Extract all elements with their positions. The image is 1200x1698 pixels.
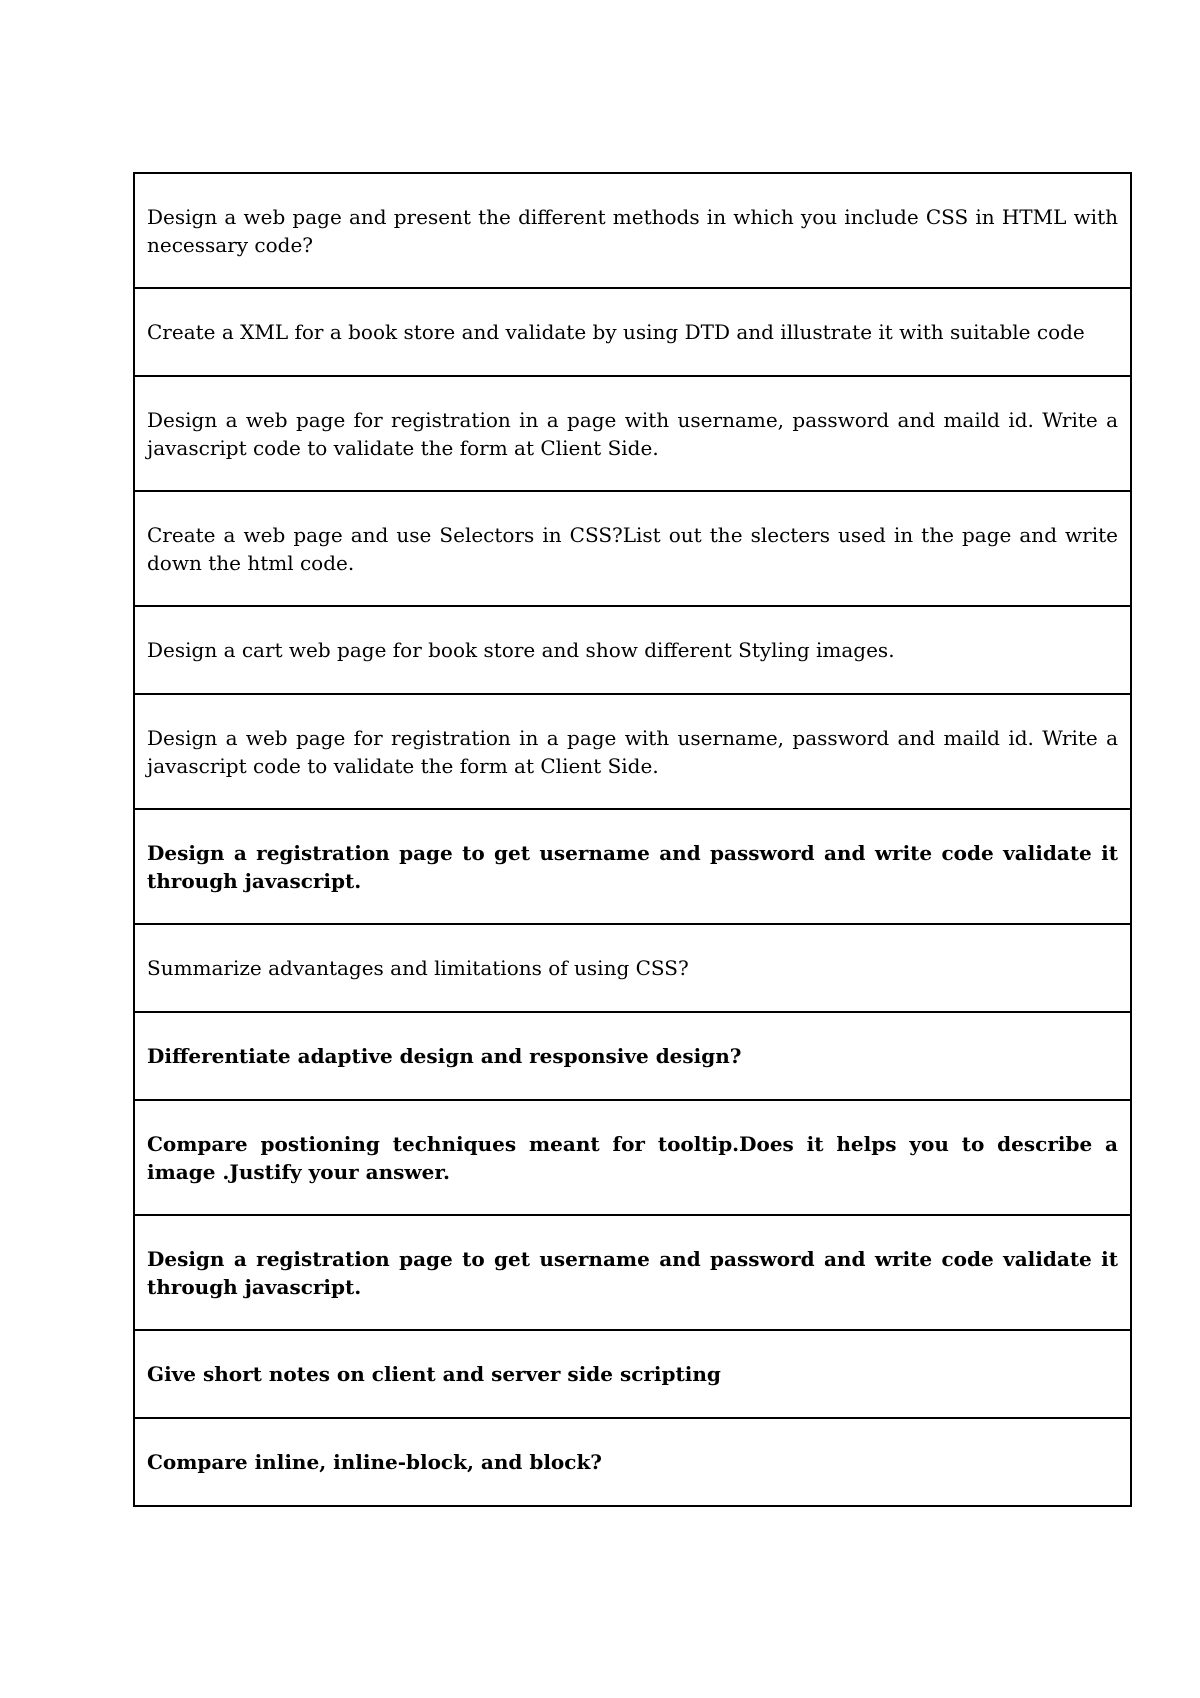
question-cell: Summarize advantages and limitations of using CSS? <box>134 924 1131 1012</box>
questions-table <box>133 172 1132 1507</box>
question-row <box>134 1330 1131 1418</box>
question-row <box>134 606 1131 694</box>
question-row <box>134 1100 1131 1215</box>
question-row <box>134 694 1131 809</box>
question-row <box>134 1215 1131 1330</box>
question-cell: Design a cart web page for book store and show different Styling images. <box>134 606 1131 694</box>
question-cell: Create a web page and use Selectors in CSS?List out the slecters used in the page and write down the html code. <box>134 491 1131 606</box>
question-cell: Design a web page for registration in a page with username, password and maild id. Write a javascript code to validate the form at Client Side. <box>134 376 1131 491</box>
question-cell: Differentiate adaptive design and responsive design? <box>134 1012 1131 1100</box>
question-row <box>134 491 1131 606</box>
question-cell: Create a XML for a book store and validate by using DTD and illustrate it with suitable code <box>134 288 1131 376</box>
question-cell: Design a web page for registration in a page with username, password and maild id. Write a javascript code to validate the form at Client Side. <box>134 694 1131 809</box>
question-cell: Design a registration page to get username and password and write code validate it through javascript. <box>134 1215 1131 1330</box>
question-row <box>134 376 1131 491</box>
question-row <box>134 1012 1131 1100</box>
question-row <box>134 1418 1131 1506</box>
question-cell: Design a registration page to get username and password and write code validate it through javascript. <box>134 809 1131 924</box>
question-cell: Compare inline, inline-block, and block? <box>134 1418 1131 1506</box>
question-cell: Design a web page and present the different methods in which you include CSS in HTML with necessary code? <box>134 173 1131 288</box>
question-row <box>134 924 1131 1012</box>
question-cell: Give short notes on client and server side scripting <box>134 1330 1131 1418</box>
question-row <box>134 809 1131 924</box>
question-row <box>134 173 1131 288</box>
question-cell: Compare postioning techniques meant for tooltip.Does it helps you to describe a image .Justify your answer. <box>134 1100 1131 1215</box>
question-row <box>134 288 1131 376</box>
